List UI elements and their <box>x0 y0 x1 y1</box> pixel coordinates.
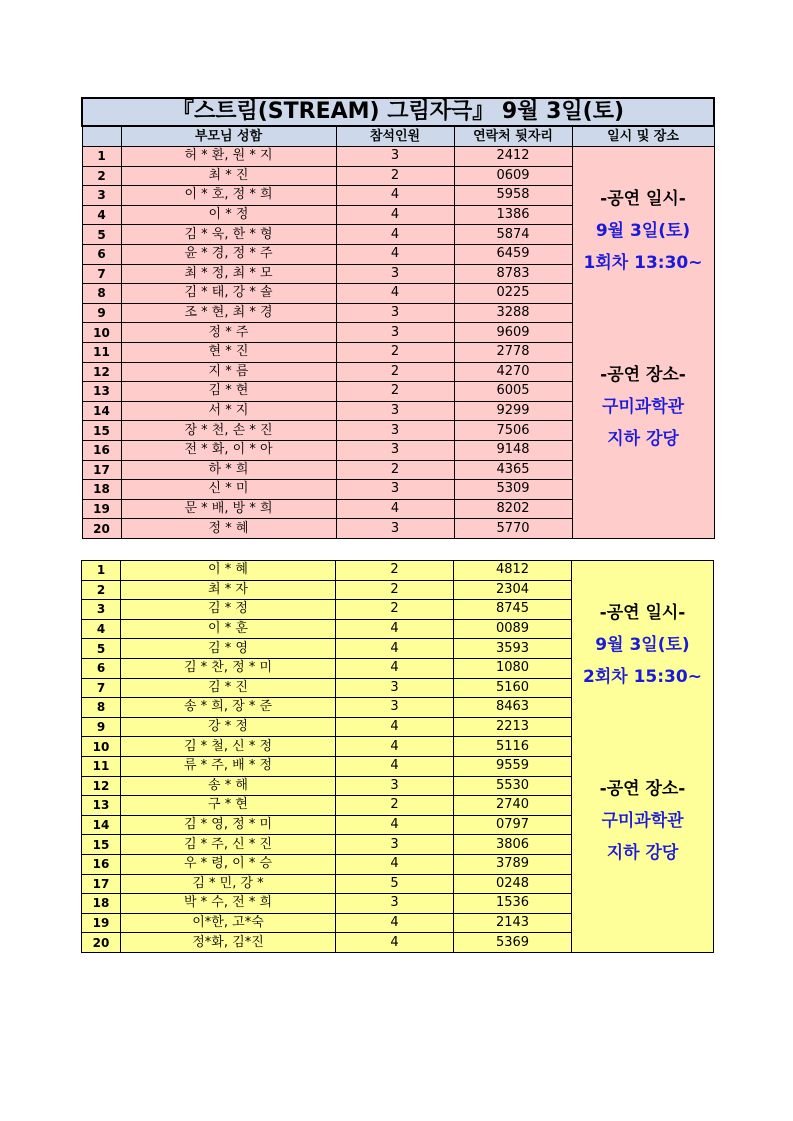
attendee-count: 3 <box>336 421 454 441</box>
attendee-count: 4 <box>336 619 454 639</box>
attendee-count: 4 <box>336 639 454 659</box>
header-phone: 연락처 뒷자리 <box>454 126 572 147</box>
parent-name: 구 * 현 <box>121 796 336 816</box>
row-number: 14 <box>82 401 121 421</box>
session-info-cell <box>572 147 714 539</box>
phone-suffix: 1386 <box>454 205 572 225</box>
phone-suffix: 5874 <box>454 225 572 245</box>
row-number: 15 <box>82 421 121 441</box>
parent-name: 현 * 진 <box>121 342 336 362</box>
time-label: -공연 일시- <box>600 189 686 209</box>
parent-name: 김 * 민, 강 * <box>121 874 336 894</box>
phone-suffix: 0797 <box>454 815 572 835</box>
attendee-count: 2 <box>336 580 454 600</box>
phone-suffix: 0089 <box>454 619 572 639</box>
phone-suffix: 0248 <box>454 874 572 894</box>
phone-suffix: 5770 <box>454 519 572 539</box>
row-number: 17 <box>82 874 121 894</box>
row-number: 19 <box>82 499 121 519</box>
phone-suffix: 5116 <box>454 737 572 757</box>
attendee-count: 2 <box>336 166 454 186</box>
parent-name: 김 * 진 <box>121 678 336 698</box>
row-number: 19 <box>82 913 121 933</box>
phone-suffix: 5958 <box>454 186 572 206</box>
attendee-count: 2 <box>336 382 454 402</box>
parent-name: 류 * 주, 배 * 정 <box>121 756 336 776</box>
header-datetime-place: 일시 및 장소 <box>572 126 714 147</box>
row-number: 4 <box>82 619 121 639</box>
row-number: 7 <box>82 678 121 698</box>
header-row <box>82 126 714 147</box>
attendee-count: 4 <box>336 717 454 737</box>
header-parent-name: 부모님 성함 <box>121 126 336 147</box>
attendee-count: 4 <box>336 205 454 225</box>
phone-suffix: 7506 <box>454 421 572 441</box>
attendee-count: 3 <box>336 835 454 855</box>
attendee-count: 3 <box>336 776 454 796</box>
phone-suffix: 0609 <box>454 166 572 186</box>
phone-suffix: 4270 <box>454 362 572 382</box>
attendee-count: 4 <box>336 854 454 874</box>
attendee-count: 3 <box>336 678 454 698</box>
row-number: 10 <box>82 323 121 343</box>
attendee-count: 3 <box>336 401 454 421</box>
phone-suffix: 9559 <box>454 756 572 776</box>
phone-suffix: 2778 <box>454 342 572 362</box>
place-label: -공연 장소- <box>599 779 686 799</box>
row-number: 12 <box>82 362 121 382</box>
parent-name: 조 * 현, 최 * 경 <box>121 303 336 323</box>
row-number: 9 <box>82 717 121 737</box>
phone-suffix: 8463 <box>454 698 572 718</box>
phone-suffix: 6005 <box>454 382 572 402</box>
performance-date: 9월 3일(토) <box>595 635 690 655</box>
row-number: 11 <box>82 756 121 776</box>
phone-suffix: 5530 <box>454 776 572 796</box>
header-no <box>82 126 121 147</box>
attendee-count: 4 <box>336 815 454 835</box>
parent-name: 윤 * 경, 정 * 주 <box>121 244 336 264</box>
parent-name: 김 * 태, 강 * 솔 <box>121 284 336 304</box>
page-title: 『스트림(STREAM) 그림자극』 9월 3일(토) <box>82 98 714 126</box>
attendee-count: 3 <box>336 480 454 500</box>
attendee-count: 3 <box>336 147 454 167</box>
row-number: 16 <box>82 854 121 874</box>
row-number: 1 <box>82 561 121 581</box>
attendee-count: 2 <box>336 600 454 620</box>
attendee-count: 4 <box>336 499 454 519</box>
attendee-count: 4 <box>336 225 454 245</box>
time-label: -공연 일시- <box>599 603 686 623</box>
header-attendees: 참석인원 <box>336 126 454 147</box>
performance-date: 9월 3일(토) <box>595 221 691 241</box>
row-number: 4 <box>82 205 121 225</box>
parent-name: 정*화, 김*진 <box>121 933 336 953</box>
place-name: 구미과학관 <box>601 397 685 417</box>
attendee-count: 2 <box>336 561 454 581</box>
parent-name: 최 * 진 <box>121 166 336 186</box>
row-number: 18 <box>82 480 121 500</box>
parent-name: 이 * 혜 <box>121 561 336 581</box>
parent-name: 김 * 정 <box>121 600 336 620</box>
performance-time: 1회차 13:30~ <box>583 253 703 273</box>
attendee-count: 5 <box>336 874 454 894</box>
parent-name: 김 * 찬, 정 * 미 <box>121 658 336 678</box>
session1-table <box>81 97 715 539</box>
attendee-count: 3 <box>336 698 454 718</box>
row-number: 8 <box>82 284 121 304</box>
parent-name: 박 * 수, 전 * 희 <box>121 894 336 914</box>
parent-name: 이*한, 고*숙 <box>121 913 336 933</box>
parent-name: 최 * 정, 최 * 모 <box>121 264 336 284</box>
attendee-count: 4 <box>336 756 454 776</box>
attendee-count: 4 <box>336 737 454 757</box>
phone-suffix: 1080 <box>454 658 572 678</box>
attendee-count: 3 <box>336 519 454 539</box>
parent-name: 신 * 미 <box>121 480 336 500</box>
row-number: 14 <box>82 815 121 835</box>
phone-suffix: 9609 <box>454 323 572 343</box>
phone-suffix: 9148 <box>454 440 572 460</box>
parent-name: 강 * 정 <box>121 717 336 737</box>
table-row <box>82 561 714 581</box>
session-info-cell <box>572 561 714 953</box>
row-number: 7 <box>82 264 121 284</box>
parent-name: 정 * 주 <box>121 323 336 343</box>
row-number: 12 <box>82 776 121 796</box>
attendee-count: 4 <box>336 244 454 264</box>
parent-name: 송 * 희, 장 * 준 <box>121 698 336 718</box>
row-number: 8 <box>82 698 121 718</box>
attendee-count: 2 <box>336 342 454 362</box>
row-number: 13 <box>82 382 121 402</box>
attendee-count: 2 <box>336 460 454 480</box>
attendee-count: 3 <box>336 440 454 460</box>
parent-name: 전 * 화, 이 * 아 <box>121 440 336 460</box>
parent-name: 김 * 현 <box>121 382 336 402</box>
phone-suffix: 8202 <box>454 499 572 519</box>
parent-name: 김 * 철, 신 * 정 <box>121 737 336 757</box>
row-number: 2 <box>82 580 121 600</box>
table-row <box>82 147 714 167</box>
row-number: 2 <box>82 166 121 186</box>
row-number: 9 <box>82 303 121 323</box>
attendee-count: 2 <box>336 362 454 382</box>
row-number: 13 <box>82 796 121 816</box>
parent-name: 최 * 자 <box>121 580 336 600</box>
parent-name: 서 * 지 <box>121 401 336 421</box>
attendee-count: 3 <box>336 323 454 343</box>
attendee-count: 3 <box>336 894 454 914</box>
parent-name: 지 * 름 <box>121 362 336 382</box>
parent-name: 하 * 희 <box>121 460 336 480</box>
phone-suffix: 2304 <box>454 580 572 600</box>
attendee-count: 4 <box>336 186 454 206</box>
phone-suffix: 3806 <box>454 835 572 855</box>
attendee-count: 4 <box>336 658 454 678</box>
row-number: 3 <box>82 600 121 620</box>
place-label: -공연 장소- <box>600 365 686 385</box>
row-number: 10 <box>82 737 121 757</box>
parent-name: 이 * 정 <box>121 205 336 225</box>
phone-suffix: 2740 <box>454 796 572 816</box>
place-room: 지하 강당 <box>606 843 679 863</box>
phone-suffix: 9299 <box>454 401 572 421</box>
phone-suffix: 5369 <box>454 933 572 953</box>
place-room: 지하 강당 <box>607 429 679 449</box>
parent-name: 이 * 호, 정 * 희 <box>121 186 336 206</box>
attendee-count: 3 <box>336 264 454 284</box>
phone-suffix: 2412 <box>454 147 572 167</box>
parent-name: 허 * 환, 원 * 지 <box>121 147 336 167</box>
phone-suffix: 2143 <box>454 913 572 933</box>
attendee-count: 4 <box>336 284 454 304</box>
row-number: 17 <box>82 460 121 480</box>
parent-name: 송 * 해 <box>121 776 336 796</box>
parent-name: 김 * 욱, 한 * 형 <box>121 225 336 245</box>
phone-suffix: 2213 <box>454 717 572 737</box>
phone-suffix: 5160 <box>454 678 572 698</box>
row-number: 16 <box>82 440 121 460</box>
parent-name: 우 * 령, 이 * 승 <box>121 854 336 874</box>
row-number: 20 <box>82 933 121 953</box>
parent-name: 김 * 주, 신 * 진 <box>121 835 336 855</box>
phone-suffix: 6459 <box>454 244 572 264</box>
phone-suffix: 1536 <box>454 894 572 914</box>
row-number: 5 <box>82 225 121 245</box>
phone-suffix: 3288 <box>454 303 572 323</box>
parent-name: 문 * 배, 방 * 희 <box>121 499 336 519</box>
phone-suffix: 0225 <box>454 284 572 304</box>
performance-time: 2회차 15:30~ <box>583 667 702 687</box>
parent-name: 장 * 천, 손 * 진 <box>121 421 336 441</box>
parent-name: 김 * 영, 정 * 미 <box>121 815 336 835</box>
phone-suffix: 4812 <box>454 561 572 581</box>
row-number: 1 <box>82 147 121 167</box>
attendee-count: 4 <box>336 913 454 933</box>
phone-suffix: 3789 <box>454 854 572 874</box>
parent-name: 정 * 혜 <box>121 519 336 539</box>
row-number: 15 <box>82 835 121 855</box>
attendee-count: 3 <box>336 303 454 323</box>
parent-name: 이 * 훈 <box>121 619 336 639</box>
row-number: 20 <box>82 519 121 539</box>
phone-suffix: 8745 <box>454 600 572 620</box>
place-name: 구미과학관 <box>601 811 684 831</box>
phone-suffix: 3593 <box>454 639 572 659</box>
row-number: 6 <box>82 244 121 264</box>
session2-table <box>81 560 714 953</box>
row-number: 11 <box>82 342 121 362</box>
row-number: 3 <box>82 186 121 206</box>
row-number: 5 <box>82 639 121 659</box>
parent-name: 김 * 영 <box>121 639 336 659</box>
phone-suffix: 4365 <box>454 460 572 480</box>
phone-suffix: 8783 <box>454 264 572 284</box>
row-number: 6 <box>82 658 121 678</box>
row-number: 18 <box>82 894 121 914</box>
attendee-count: 2 <box>336 796 454 816</box>
phone-suffix: 5309 <box>454 480 572 500</box>
attendee-count: 4 <box>336 933 454 953</box>
